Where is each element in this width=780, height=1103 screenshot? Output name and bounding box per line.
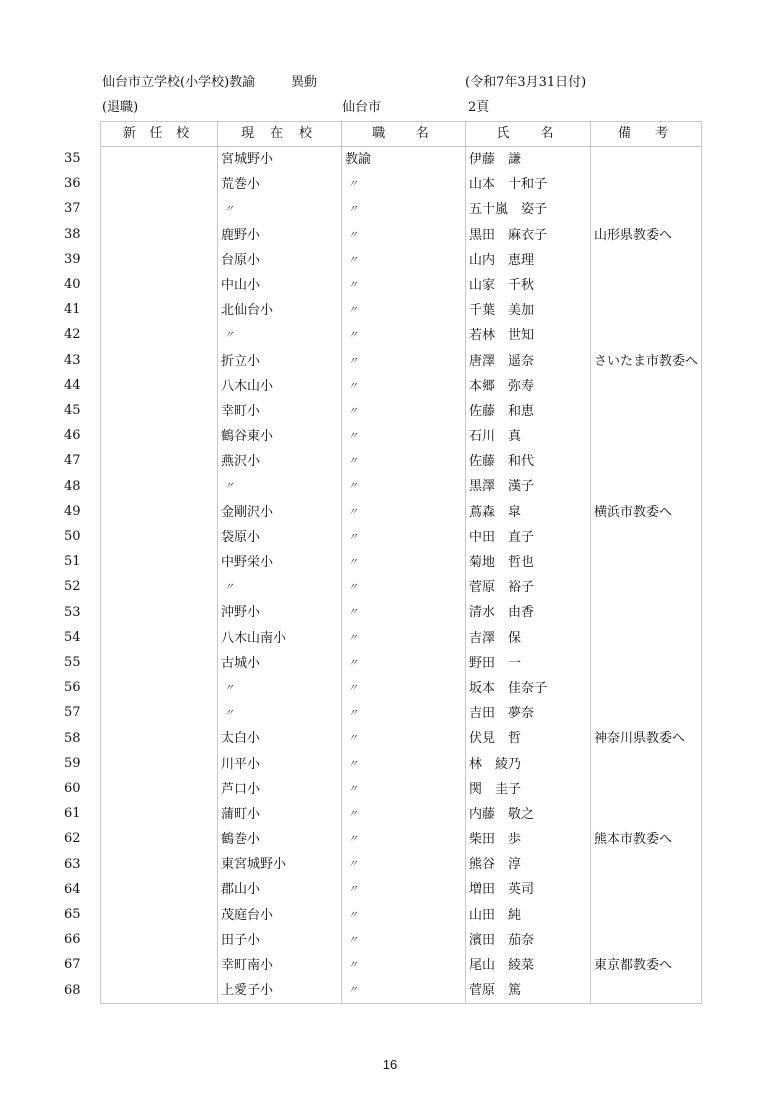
table-row	[101, 626, 701, 651]
new-school-cell	[101, 777, 218, 802]
table-row	[101, 424, 701, 449]
name-cell: 山内 恵理	[466, 248, 591, 273]
new-school-cell	[101, 752, 218, 777]
row-number: 49	[64, 503, 81, 519]
header-char: 名	[415, 126, 435, 141]
name-cell: 千葉 美加	[466, 298, 591, 323]
new-school-cell	[101, 928, 218, 953]
table-row	[101, 223, 701, 248]
new-school-cell	[101, 575, 218, 600]
note-cell	[591, 273, 701, 298]
note-cell	[591, 550, 701, 575]
header-char: 新	[122, 126, 142, 141]
position-cell: 〃	[342, 474, 466, 499]
header-char: 現	[240, 126, 260, 141]
current-school-cell: 〃	[218, 701, 342, 726]
table-row	[101, 449, 701, 474]
note-cell	[591, 298, 701, 323]
table-row	[101, 752, 701, 777]
position-cell: 〃	[342, 424, 466, 449]
name-cell: 伏見 哲	[466, 726, 591, 751]
header-note	[591, 122, 701, 146]
current-school-cell: 幸町小	[218, 399, 342, 424]
note-cell	[591, 197, 701, 222]
document-title: 仙台市立学校(小学校)教諭	[102, 75, 256, 90]
current-school-cell: 鶴谷東小	[218, 424, 342, 449]
row-number: 45	[64, 403, 81, 418]
position-cell: 〃	[342, 978, 466, 1003]
row-number: 50	[64, 529, 81, 544]
new-school-cell	[101, 651, 218, 676]
current-school-cell: 東宮城野小	[218, 852, 342, 877]
current-school-cell: 幸町南小	[218, 953, 342, 978]
table-row	[101, 525, 701, 550]
note-cell	[591, 626, 701, 651]
table-row	[101, 474, 701, 499]
new-school-cell	[101, 323, 218, 348]
header-new-school	[101, 122, 218, 146]
table-row	[101, 978, 701, 1003]
current-school-cell: 台原小	[218, 248, 342, 273]
new-school-cell	[101, 877, 218, 902]
row-number: 64	[64, 881, 81, 897]
personnel-table	[100, 121, 702, 1004]
name-cell: 菅原 篤	[466, 978, 591, 1003]
row-number: 48	[64, 478, 81, 494]
note-cell	[591, 978, 701, 1003]
name-cell: 吉澤 保	[466, 626, 591, 651]
header-char: 職	[372, 126, 392, 141]
note-cell	[591, 374, 701, 399]
table-row	[101, 777, 701, 802]
position-cell: 〃	[342, 374, 466, 399]
table-row	[101, 802, 701, 827]
name-cell: 唐澤 遥奈	[466, 349, 591, 374]
row-number: 38	[64, 226, 81, 242]
table-row	[101, 953, 701, 978]
table-row	[101, 676, 701, 701]
table-row	[101, 197, 701, 222]
position-cell: 〃	[342, 777, 466, 802]
current-school-cell: 上愛子小	[218, 978, 342, 1003]
table-body	[101, 147, 701, 1003]
row-number: 35	[64, 151, 81, 166]
current-school-cell: 鹿野小	[218, 223, 342, 248]
new-school-cell	[101, 273, 218, 298]
position-cell: 〃	[342, 575, 466, 600]
new-school-cell	[101, 802, 218, 827]
note-cell	[591, 248, 701, 273]
position-cell: 〃	[342, 248, 466, 273]
position-cell: 〃	[342, 752, 466, 777]
header-char: 考	[654, 126, 674, 141]
name-cell: 山田 純	[466, 903, 591, 928]
header-char: 任	[149, 126, 169, 141]
new-school-cell	[101, 701, 218, 726]
current-school-cell: 田子小	[218, 928, 342, 953]
note-cell	[591, 676, 701, 701]
city-label: 仙台市	[342, 100, 382, 115]
position-cell: 教諭	[342, 147, 466, 172]
note-cell	[591, 147, 701, 172]
name-cell: 熊谷 淳	[466, 852, 591, 877]
table-row	[101, 903, 701, 928]
note-cell	[591, 449, 701, 474]
current-school-cell: 荒巻小	[218, 172, 342, 197]
table-row	[101, 248, 701, 273]
note-cell	[591, 651, 701, 676]
current-school-cell: 折立小	[218, 349, 342, 374]
note-cell: 熊本市教委へ	[594, 832, 673, 848]
table-row	[101, 374, 701, 399]
row-number: 42	[64, 327, 81, 343]
row-number: 68	[64, 982, 81, 998]
name-cell: 濱田 茄奈	[466, 928, 591, 953]
document-category: 異動	[291, 75, 318, 90]
position-cell: 〃	[342, 172, 466, 197]
current-school-cell: 茂庭台小	[218, 903, 342, 928]
current-school-cell: 郡山小	[218, 877, 342, 902]
header-name	[466, 122, 591, 146]
note-cell	[591, 172, 701, 197]
current-school-cell: 八木山小	[218, 374, 342, 399]
name-cell: 本郷 弥寿	[466, 374, 591, 399]
new-school-cell	[101, 953, 218, 978]
note-cell: さいたま市教委へ	[594, 353, 699, 369]
new-school-cell	[101, 827, 218, 852]
current-school-cell: 金剛沢小	[218, 500, 342, 525]
current-school-cell: 燕沢小	[218, 449, 342, 474]
name-cell: 蔦森 皐	[466, 500, 591, 525]
position-cell: 〃	[342, 449, 466, 474]
name-cell: 黒澤 漢子	[466, 474, 591, 499]
new-school-cell	[101, 852, 218, 877]
current-school-cell: 袋原小	[218, 525, 342, 550]
row-number: 36	[64, 176, 81, 192]
position-cell: 〃	[342, 802, 466, 827]
position-cell: 〃	[342, 298, 466, 323]
table-row	[101, 600, 701, 625]
row-number: 39	[64, 251, 81, 267]
name-cell: 内藤 敬之	[466, 802, 591, 827]
position-cell: 〃	[342, 349, 466, 374]
note-cell: 横浜市教委へ	[594, 504, 673, 520]
current-school-cell: 中山小	[218, 273, 342, 298]
row-number: 59	[64, 755, 81, 771]
name-cell: 佐藤 和恵	[466, 399, 591, 424]
new-school-cell	[101, 223, 218, 248]
name-cell: 吉田 夢奈	[466, 701, 591, 726]
current-school-cell: 〃	[218, 197, 342, 222]
header-char: 氏	[496, 126, 516, 141]
name-cell: 中田 直子	[466, 525, 591, 550]
row-number: 52	[64, 579, 81, 595]
new-school-cell	[101, 424, 218, 449]
name-cell: 野田 一	[466, 651, 591, 676]
current-school-cell: 中野栄小	[218, 550, 342, 575]
position-cell: 〃	[342, 928, 466, 953]
table-row	[101, 575, 701, 600]
table-header	[101, 122, 701, 147]
current-school-cell: 古城小	[218, 651, 342, 676]
new-school-cell	[101, 978, 218, 1003]
position-cell: 〃	[342, 323, 466, 348]
position-cell: 〃	[342, 726, 466, 751]
row-number: 61	[64, 806, 81, 822]
row-number: 66	[64, 932, 81, 948]
position-cell: 〃	[342, 903, 466, 928]
name-cell: 菅原 裕子	[466, 575, 591, 600]
table-row	[101, 701, 701, 726]
position-cell: 〃	[342, 600, 466, 625]
table-row	[101, 323, 701, 348]
new-school-cell	[101, 626, 218, 651]
note-cell	[591, 474, 701, 499]
new-school-cell	[101, 525, 218, 550]
position-cell: 〃	[342, 827, 466, 852]
name-cell: 山本 十和子	[466, 172, 591, 197]
row-number: 43	[64, 352, 81, 368]
name-cell: 伊藤 謙	[466, 147, 591, 172]
header-char: 校	[298, 126, 318, 141]
name-cell: 五十嵐 姿子	[466, 197, 591, 222]
note-cell	[591, 777, 701, 802]
header-char: 備	[617, 126, 637, 141]
row-number: 46	[64, 428, 81, 444]
page-number: 16	[382, 1057, 398, 1072]
new-school-cell	[101, 147, 218, 172]
name-cell: 柴田 歩	[466, 827, 591, 852]
name-cell: 石川 真	[466, 424, 591, 449]
row-number: 55	[64, 655, 81, 670]
position-cell: 〃	[342, 273, 466, 298]
row-number: 44	[64, 377, 81, 393]
new-school-cell	[101, 449, 218, 474]
position-cell: 〃	[342, 701, 466, 726]
new-school-cell	[101, 903, 218, 928]
current-school-cell: 〃	[218, 323, 342, 348]
note-cell	[591, 399, 701, 424]
row-number: 54	[64, 629, 81, 645]
new-school-cell	[101, 399, 218, 424]
position-cell: 〃	[342, 399, 466, 424]
header-char: 校	[176, 126, 196, 141]
row-number: 53	[64, 604, 81, 620]
name-cell: 山家 千秋	[466, 273, 591, 298]
table-row	[101, 273, 701, 298]
table-row	[101, 298, 701, 323]
row-number: 62	[64, 831, 81, 847]
row-number: 56	[64, 680, 81, 696]
current-school-cell: 八木山南小	[218, 626, 342, 651]
note-cell	[591, 903, 701, 928]
position-cell: 〃	[342, 626, 466, 651]
position-cell: 〃	[342, 500, 466, 525]
note-cell	[591, 575, 701, 600]
new-school-cell	[101, 550, 218, 575]
name-cell: 菊地 哲也	[466, 550, 591, 575]
effective-date: (令和7年3月31日付)	[465, 75, 587, 90]
header-char: 在	[269, 126, 289, 141]
row-number: 63	[64, 856, 81, 872]
new-school-cell	[101, 298, 218, 323]
new-school-cell	[101, 726, 218, 751]
row-number: 47	[64, 453, 81, 469]
current-school-cell: 沖野小	[218, 600, 342, 625]
new-school-cell	[101, 248, 218, 273]
name-cell: 増田 英司	[466, 877, 591, 902]
row-number: 37	[64, 201, 81, 217]
new-school-cell	[101, 374, 218, 399]
current-school-cell: 川平小	[218, 752, 342, 777]
position-cell: 〃	[342, 877, 466, 902]
header-char: 名	[540, 126, 560, 141]
current-school-cell: 〃	[218, 676, 342, 701]
table-row	[101, 147, 701, 172]
note-cell	[591, 802, 701, 827]
position-cell: 〃	[342, 550, 466, 575]
position-cell: 〃	[342, 651, 466, 676]
note-cell	[591, 752, 701, 777]
new-school-cell	[101, 500, 218, 525]
new-school-cell	[101, 676, 218, 701]
note-cell: 山形県教委へ	[594, 227, 673, 243]
page-label: 2頁	[468, 100, 490, 115]
table-row	[101, 349, 701, 374]
table-row	[101, 399, 701, 424]
position-cell: 〃	[342, 197, 466, 222]
name-cell: 清水 由香	[466, 600, 591, 625]
note-cell	[591, 877, 701, 902]
name-cell: 佐藤 和代	[466, 449, 591, 474]
row-number: 65	[64, 907, 81, 922]
row-number: 51	[64, 554, 81, 570]
current-school-cell: 北仙台小	[218, 298, 342, 323]
table-row	[101, 928, 701, 953]
name-cell: 若林 世知	[466, 323, 591, 348]
note-cell	[591, 701, 701, 726]
note-cell	[591, 928, 701, 953]
name-cell: 黒田 麻衣子	[466, 223, 591, 248]
name-cell: 尾山 綾菜	[466, 953, 591, 978]
current-school-cell: 〃	[218, 474, 342, 499]
row-number: 40	[64, 277, 81, 292]
note-cell	[591, 525, 701, 550]
row-number: 58	[64, 730, 81, 746]
table-row	[101, 500, 701, 525]
new-school-cell	[101, 197, 218, 222]
current-school-cell: 太白小	[218, 726, 342, 751]
table-row	[101, 726, 701, 751]
position-cell: 〃	[342, 953, 466, 978]
note-cell: 東京都教委へ	[594, 958, 673, 973]
note-cell	[591, 323, 701, 348]
note-cell	[591, 852, 701, 877]
position-cell: 〃	[342, 676, 466, 701]
name-cell: 坂本 佳奈子	[466, 676, 591, 701]
new-school-cell	[101, 474, 218, 499]
row-number: 60	[64, 781, 81, 796]
table-row	[101, 827, 701, 852]
header-current-school	[218, 122, 342, 146]
note-cell	[591, 424, 701, 449]
table-row	[101, 651, 701, 676]
row-number: 67	[64, 957, 81, 973]
new-school-cell	[101, 600, 218, 625]
header-position	[342, 122, 466, 146]
row-number: 41	[64, 302, 81, 318]
name-cell: 関 圭子	[466, 777, 591, 802]
position-cell: 〃	[342, 525, 466, 550]
table-row	[101, 550, 701, 575]
table-row	[101, 852, 701, 877]
note-cell	[591, 600, 701, 625]
name-cell: 林 綾乃	[466, 752, 591, 777]
row-number: 57	[64, 705, 81, 721]
new-school-cell	[101, 349, 218, 374]
new-school-cell	[101, 172, 218, 197]
table-row	[101, 172, 701, 197]
position-cell: 〃	[342, 852, 466, 877]
note-cell: 神奈川県教委へ	[594, 731, 686, 747]
current-school-cell: 蒲町小	[218, 802, 342, 827]
table-row	[101, 877, 701, 902]
document-subtitle: (退職)	[102, 100, 139, 115]
current-school-cell: 芦口小	[218, 777, 342, 802]
current-school-cell: 鶴巻小	[218, 827, 342, 852]
current-school-cell: 宮城野小	[218, 147, 342, 172]
current-school-cell: 〃	[218, 575, 342, 600]
position-cell: 〃	[342, 223, 466, 248]
